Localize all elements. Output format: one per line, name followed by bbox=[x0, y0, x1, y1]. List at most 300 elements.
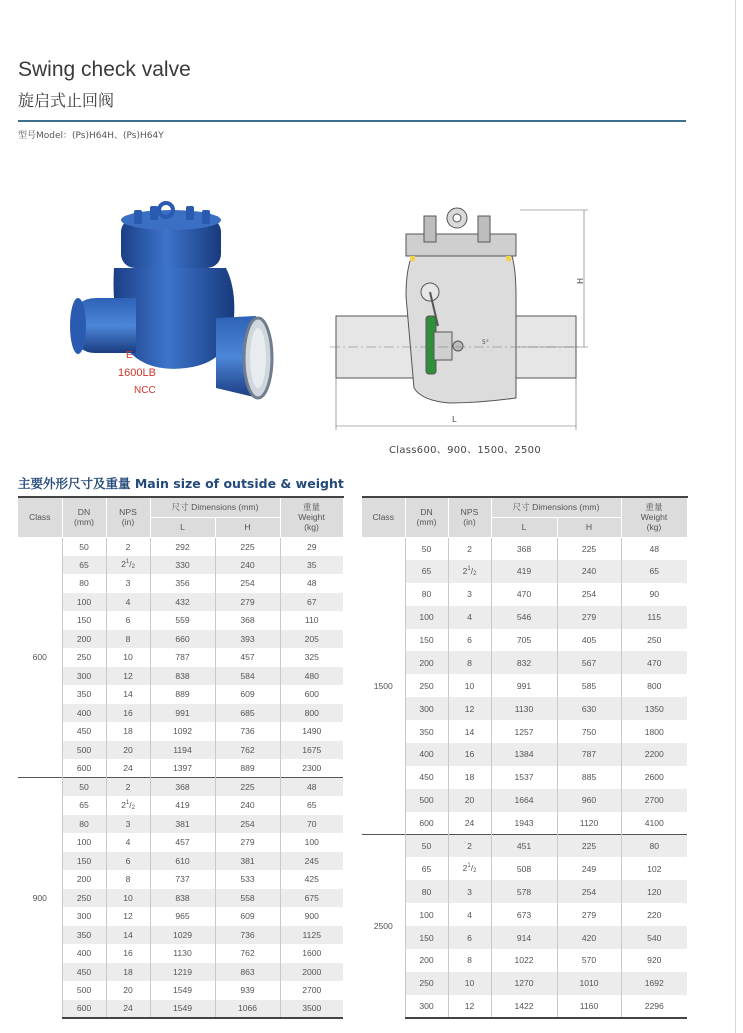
weight-cell: 600 bbox=[280, 685, 343, 704]
table-row bbox=[362, 926, 687, 949]
nps-cell: 12 bbox=[106, 907, 150, 926]
length-cell: 610 bbox=[150, 852, 215, 871]
length-cell: 356 bbox=[150, 574, 215, 593]
length-cell: 1943 bbox=[491, 812, 557, 835]
angle-label: 5° bbox=[482, 339, 489, 346]
weight-cell: 2296 bbox=[621, 995, 687, 1018]
table-row bbox=[362, 537, 687, 560]
dn-cell: 300 bbox=[405, 697, 448, 720]
dn-cell: 100 bbox=[62, 833, 106, 852]
table-row bbox=[18, 907, 343, 926]
length-cell: 737 bbox=[150, 870, 215, 889]
nps-cell: 3 bbox=[106, 574, 150, 593]
dimension-label-h: H bbox=[576, 277, 585, 284]
table-row bbox=[362, 812, 687, 835]
height-cell: 736 bbox=[215, 926, 280, 945]
nps-cell: 14 bbox=[106, 926, 150, 945]
length-cell: 673 bbox=[491, 903, 557, 926]
dn-cell: 500 bbox=[62, 741, 106, 760]
height-cell: 609 bbox=[215, 685, 280, 704]
dn-cell: 65 bbox=[62, 556, 106, 575]
height-cell: 570 bbox=[557, 949, 621, 972]
dn-cell: 50 bbox=[405, 537, 448, 560]
header-h: H bbox=[557, 517, 621, 537]
dn-cell: 600 bbox=[405, 812, 448, 835]
length-cell: 1257 bbox=[491, 720, 557, 743]
weight-cell: 675 bbox=[280, 889, 343, 908]
table-row bbox=[362, 835, 687, 858]
dn-cell: 80 bbox=[405, 880, 448, 903]
length-cell: 368 bbox=[491, 537, 557, 560]
table-row bbox=[18, 1000, 343, 1019]
nps-cell: 18 bbox=[448, 766, 491, 789]
header-dn-label: DN bbox=[420, 507, 433, 518]
nps-cell: 14 bbox=[448, 720, 491, 743]
dn-cell: 250 bbox=[405, 972, 448, 995]
table-row bbox=[18, 796, 343, 815]
page-title: Swing check valve bbox=[18, 58, 191, 81]
table-row bbox=[362, 949, 687, 972]
nps-cell: 24 bbox=[106, 759, 150, 778]
dn-cell: 600 bbox=[62, 759, 106, 778]
header-l: L bbox=[491, 517, 557, 537]
dn-cell: 80 bbox=[62, 574, 106, 593]
weight-cell: 1490 bbox=[280, 722, 343, 741]
dn-cell: 450 bbox=[62, 963, 106, 982]
nps-cell: 24 bbox=[448, 812, 491, 835]
length-cell: 419 bbox=[491, 560, 557, 583]
length-cell: 330 bbox=[150, 556, 215, 575]
length-cell: 787 bbox=[150, 648, 215, 667]
header-nps bbox=[106, 497, 150, 537]
weight-cell: 3500 bbox=[280, 1000, 343, 1019]
length-cell: 578 bbox=[491, 880, 557, 903]
photo-marking-2: 1600LB bbox=[118, 367, 156, 379]
weight-cell: 900 bbox=[280, 907, 343, 926]
height-cell: 240 bbox=[215, 796, 280, 815]
dn-cell: 65 bbox=[62, 796, 106, 815]
height-cell: 750 bbox=[557, 720, 621, 743]
dn-cell: 150 bbox=[405, 926, 448, 949]
height-cell: 609 bbox=[215, 907, 280, 926]
height-cell: 225 bbox=[557, 835, 621, 858]
header-dimensions: 尺寸 Dimensions (mm) bbox=[491, 497, 621, 517]
length-cell: 1029 bbox=[150, 926, 215, 945]
valve-section-drawing bbox=[330, 198, 600, 433]
weight-cell: 1350 bbox=[621, 697, 687, 720]
weight-cell: 1675 bbox=[280, 741, 343, 760]
dn-cell: 250 bbox=[62, 889, 106, 908]
dn-cell: 300 bbox=[405, 995, 448, 1018]
length-cell: 660 bbox=[150, 630, 215, 649]
height-cell: 939 bbox=[215, 981, 280, 1000]
table-row bbox=[362, 766, 687, 789]
table-row bbox=[362, 880, 687, 903]
table-row bbox=[362, 651, 687, 674]
header-dn-label: DN bbox=[77, 507, 91, 518]
dn-cell: 150 bbox=[62, 852, 106, 871]
height-cell: 393 bbox=[215, 630, 280, 649]
weight-cell: 2600 bbox=[621, 766, 687, 789]
table-row bbox=[18, 630, 343, 649]
weight-cell: 325 bbox=[280, 648, 343, 667]
nps-cell: $2^1/_2$ bbox=[448, 560, 491, 583]
nps-cell: 14 bbox=[106, 685, 150, 704]
height-cell: 249 bbox=[557, 857, 621, 880]
header-l: L bbox=[150, 517, 215, 537]
weight-cell: 2200 bbox=[621, 743, 687, 766]
nps-cell: 6 bbox=[106, 852, 150, 871]
dimension-label-l: L bbox=[452, 415, 457, 424]
nps-cell: 18 bbox=[106, 963, 150, 982]
height-cell: 585 bbox=[557, 674, 621, 697]
table-row bbox=[362, 674, 687, 697]
dn-cell: 400 bbox=[62, 944, 106, 963]
height-cell: 254 bbox=[215, 574, 280, 593]
dn-cell: 450 bbox=[62, 722, 106, 741]
header-weight-unit: (kg) bbox=[304, 522, 319, 533]
nps-cell: $2^1/_2$ bbox=[106, 796, 150, 815]
nps-cell: 3 bbox=[106, 815, 150, 834]
nps-cell: 2 bbox=[106, 537, 150, 556]
page-edge bbox=[735, 0, 743, 1033]
title-divider bbox=[18, 120, 686, 122]
height-cell: 863 bbox=[215, 963, 280, 982]
length-cell: 705 bbox=[491, 629, 557, 652]
height-cell: 420 bbox=[557, 926, 621, 949]
table-row bbox=[362, 857, 687, 880]
valve-photo bbox=[66, 198, 276, 418]
height-cell: 279 bbox=[557, 606, 621, 629]
height-cell: 533 bbox=[215, 870, 280, 889]
dn-cell: 250 bbox=[62, 648, 106, 667]
length-cell: 1092 bbox=[150, 722, 215, 741]
photo-marking-3: NCC bbox=[134, 385, 156, 396]
dn-cell: 350 bbox=[405, 720, 448, 743]
weight-cell: 800 bbox=[621, 674, 687, 697]
height-cell: 630 bbox=[557, 697, 621, 720]
height-cell: 457 bbox=[215, 648, 280, 667]
height-cell: 1160 bbox=[557, 995, 621, 1018]
dn-cell: 200 bbox=[405, 949, 448, 972]
dimensions-table-right bbox=[362, 496, 688, 1019]
weight-cell: 2300 bbox=[280, 759, 343, 778]
weight-cell: 1600 bbox=[280, 944, 343, 963]
header-nps-label: NPS bbox=[460, 507, 479, 518]
header-nps-unit: (in) bbox=[463, 517, 476, 528]
table-row bbox=[362, 697, 687, 720]
weight-cell: 1692 bbox=[621, 972, 687, 995]
header-weight-en: Weight bbox=[298, 512, 325, 523]
table-row bbox=[18, 833, 343, 852]
nps-cell: 8 bbox=[448, 949, 491, 972]
length-cell: 1397 bbox=[150, 759, 215, 778]
weight-cell: 65 bbox=[280, 796, 343, 815]
weight-cell: 90 bbox=[621, 583, 687, 606]
weight-cell: 800 bbox=[280, 704, 343, 723]
length-cell: 1022 bbox=[491, 949, 557, 972]
weight-cell: 250 bbox=[621, 629, 687, 652]
dn-cell: 200 bbox=[62, 870, 106, 889]
table-row bbox=[18, 889, 343, 908]
header-class: Class bbox=[362, 497, 405, 537]
height-cell: 1010 bbox=[557, 972, 621, 995]
height-cell: 279 bbox=[215, 593, 280, 612]
nps-cell: 8 bbox=[106, 630, 150, 649]
length-cell: 838 bbox=[150, 889, 215, 908]
length-cell: 1549 bbox=[150, 1000, 215, 1019]
table-row bbox=[18, 926, 343, 945]
height-cell: 240 bbox=[215, 556, 280, 575]
length-cell: 1549 bbox=[150, 981, 215, 1000]
dn-cell: 400 bbox=[62, 704, 106, 723]
dn-cell: 400 bbox=[405, 743, 448, 766]
weight-cell: 245 bbox=[280, 852, 343, 871]
length-cell: 470 bbox=[491, 583, 557, 606]
height-cell: 254 bbox=[557, 880, 621, 903]
length-cell: 292 bbox=[150, 537, 215, 556]
weight-cell: 48 bbox=[280, 574, 343, 593]
length-cell: 1384 bbox=[491, 743, 557, 766]
length-cell: 1270 bbox=[491, 972, 557, 995]
photo-marking-1: E bbox=[126, 350, 133, 361]
table-row bbox=[18, 852, 343, 871]
header-weight bbox=[621, 497, 687, 537]
nps-cell: 2 bbox=[106, 778, 150, 797]
table-row bbox=[362, 789, 687, 812]
nps-cell: 8 bbox=[106, 870, 150, 889]
header-h: H bbox=[215, 517, 280, 537]
height-cell: 584 bbox=[215, 667, 280, 686]
dn-cell: 100 bbox=[405, 903, 448, 926]
height-cell: 558 bbox=[215, 889, 280, 908]
table-row bbox=[362, 743, 687, 766]
header-weight-unit: (kg) bbox=[646, 522, 662, 533]
table-row bbox=[18, 778, 343, 797]
nps-cell: 16 bbox=[448, 743, 491, 766]
height-cell: 1120 bbox=[557, 812, 621, 835]
nps-cell: 10 bbox=[448, 972, 491, 995]
header-weight-cn: 重量 bbox=[645, 502, 663, 513]
height-cell: 368 bbox=[215, 611, 280, 630]
nps-cell: 10 bbox=[106, 889, 150, 908]
weight-cell: 102 bbox=[621, 857, 687, 880]
header-nps-label: NPS bbox=[119, 507, 137, 518]
dn-cell: 50 bbox=[405, 835, 448, 858]
table-row bbox=[362, 972, 687, 995]
nps-cell: 20 bbox=[106, 741, 150, 760]
weight-cell: 540 bbox=[621, 926, 687, 949]
header-class: Class bbox=[18, 497, 62, 537]
length-cell: 991 bbox=[491, 674, 557, 697]
weight-cell: 2700 bbox=[280, 981, 343, 1000]
table-row bbox=[362, 560, 687, 583]
dn-cell: 350 bbox=[62, 685, 106, 704]
class-cell: 900 bbox=[18, 778, 62, 1019]
dn-cell: 65 bbox=[405, 857, 448, 880]
weight-cell: 100 bbox=[280, 833, 343, 852]
length-cell: 432 bbox=[150, 593, 215, 612]
nps-cell: 2 bbox=[448, 835, 491, 858]
table-row bbox=[18, 815, 343, 834]
weight-cell: 1800 bbox=[621, 720, 687, 743]
nps-cell: 6 bbox=[448, 629, 491, 652]
table-row bbox=[18, 963, 343, 982]
length-cell: 1664 bbox=[491, 789, 557, 812]
nps-cell: $2^1/_2$ bbox=[106, 556, 150, 575]
dn-cell: 100 bbox=[405, 606, 448, 629]
nps-cell: 12 bbox=[448, 697, 491, 720]
weight-cell: 1125 bbox=[280, 926, 343, 945]
header-dn bbox=[62, 497, 106, 537]
header-dn-unit: (mm) bbox=[73, 517, 95, 528]
weight-cell: 220 bbox=[621, 903, 687, 926]
dn-cell: 500 bbox=[62, 981, 106, 1000]
weight-cell: 470 bbox=[621, 651, 687, 674]
table-row bbox=[18, 593, 343, 612]
nps-cell: 20 bbox=[448, 789, 491, 812]
height-cell: 889 bbox=[215, 759, 280, 778]
dn-cell: 65 bbox=[405, 560, 448, 583]
nps-cell: 4 bbox=[106, 593, 150, 612]
length-cell: 1130 bbox=[150, 944, 215, 963]
table-row bbox=[18, 704, 343, 723]
length-cell: 1422 bbox=[491, 995, 557, 1018]
weight-cell: 425 bbox=[280, 870, 343, 889]
height-cell: 1066 bbox=[215, 1000, 280, 1019]
model-line: 型号Model：(Ps)H64H、(Ps)H64Y bbox=[18, 131, 164, 141]
length-cell: 1130 bbox=[491, 697, 557, 720]
table-row bbox=[18, 944, 343, 963]
length-cell: 914 bbox=[491, 926, 557, 949]
header-weight bbox=[280, 497, 343, 537]
weight-cell: 4100 bbox=[621, 812, 687, 835]
length-cell: 1194 bbox=[150, 741, 215, 760]
nps-cell: 6 bbox=[106, 611, 150, 630]
table-row bbox=[18, 741, 343, 760]
header-nps bbox=[448, 497, 491, 537]
header-dn-unit: (mm) bbox=[416, 517, 437, 528]
weight-cell: 480 bbox=[280, 667, 343, 686]
dn-cell: 50 bbox=[62, 778, 106, 797]
height-cell: 381 bbox=[215, 852, 280, 871]
nps-cell: $2^1/_2$ bbox=[448, 857, 491, 880]
class-cell: 2500 bbox=[362, 835, 405, 1018]
header-nps-unit: (in) bbox=[121, 517, 135, 528]
nps-cell: 4 bbox=[106, 833, 150, 852]
section-title: 主要外形尺寸及重量 Main size of outside & weight bbox=[18, 476, 344, 491]
nps-cell: 2 bbox=[448, 537, 491, 560]
table-row bbox=[18, 537, 343, 556]
weight-cell: 115 bbox=[621, 606, 687, 629]
height-cell: 279 bbox=[215, 833, 280, 852]
height-cell: 254 bbox=[215, 815, 280, 834]
length-cell: 559 bbox=[150, 611, 215, 630]
dn-cell: 250 bbox=[405, 674, 448, 697]
header-weight-en: Weight bbox=[640, 512, 668, 523]
seal-marker-right bbox=[506, 256, 511, 261]
length-cell: 381 bbox=[150, 815, 215, 834]
height-cell: 762 bbox=[215, 741, 280, 760]
dn-cell: 450 bbox=[405, 766, 448, 789]
height-cell: 279 bbox=[557, 903, 621, 926]
length-cell: 508 bbox=[491, 857, 557, 880]
height-cell: 225 bbox=[215, 537, 280, 556]
nps-cell: 16 bbox=[106, 944, 150, 963]
weight-cell: 65 bbox=[621, 560, 687, 583]
nps-cell: 24 bbox=[106, 1000, 150, 1019]
drawing-caption: Class600、900、1500、2500 bbox=[389, 445, 541, 456]
weight-cell: 80 bbox=[621, 835, 687, 858]
table-row bbox=[18, 574, 343, 593]
nps-cell: 18 bbox=[106, 722, 150, 741]
dn-cell: 350 bbox=[62, 926, 106, 945]
table-row bbox=[362, 903, 687, 926]
weight-cell: 29 bbox=[280, 537, 343, 556]
length-cell: 991 bbox=[150, 704, 215, 723]
length-cell: 965 bbox=[150, 907, 215, 926]
page-title-chinese: 旋启式止回阀 bbox=[18, 91, 115, 110]
dimensions-table-left bbox=[18, 496, 344, 1019]
dn-cell: 150 bbox=[405, 629, 448, 652]
length-cell: 1219 bbox=[150, 963, 215, 982]
weight-cell: 67 bbox=[280, 593, 343, 612]
nps-cell: 3 bbox=[448, 880, 491, 903]
nps-cell: 8 bbox=[448, 651, 491, 674]
weight-cell: 70 bbox=[280, 815, 343, 834]
length-cell: 451 bbox=[491, 835, 557, 858]
weight-cell: 920 bbox=[621, 949, 687, 972]
height-cell: 960 bbox=[557, 789, 621, 812]
nps-cell: 20 bbox=[106, 981, 150, 1000]
length-cell: 1537 bbox=[491, 766, 557, 789]
dn-cell: 50 bbox=[62, 537, 106, 556]
nps-cell: 10 bbox=[106, 648, 150, 667]
weight-cell: 2000 bbox=[280, 963, 343, 982]
header-dn bbox=[405, 497, 448, 537]
table-row bbox=[18, 648, 343, 667]
dn-cell: 80 bbox=[405, 583, 448, 606]
weight-cell: 48 bbox=[280, 778, 343, 797]
dn-cell: 300 bbox=[62, 907, 106, 926]
weight-cell: 205 bbox=[280, 630, 343, 649]
dn-cell: 200 bbox=[405, 651, 448, 674]
length-cell: 838 bbox=[150, 667, 215, 686]
height-cell: 405 bbox=[557, 629, 621, 652]
dn-cell: 300 bbox=[62, 667, 106, 686]
height-cell: 225 bbox=[215, 778, 280, 797]
table-row bbox=[18, 611, 343, 630]
height-cell: 762 bbox=[215, 944, 280, 963]
height-cell: 685 bbox=[215, 704, 280, 723]
class-cell: 1500 bbox=[362, 537, 405, 835]
dn-cell: 600 bbox=[62, 1000, 106, 1019]
table-row bbox=[18, 981, 343, 1000]
nps-cell: 4 bbox=[448, 903, 491, 926]
weight-cell: 120 bbox=[621, 880, 687, 903]
weight-cell: 35 bbox=[280, 556, 343, 575]
height-cell: 736 bbox=[215, 722, 280, 741]
table-row bbox=[362, 606, 687, 629]
dn-cell: 100 bbox=[62, 593, 106, 612]
table-row bbox=[362, 995, 687, 1018]
table-row bbox=[18, 556, 343, 575]
height-cell: 885 bbox=[557, 766, 621, 789]
dn-cell: 200 bbox=[62, 630, 106, 649]
header-dimensions: 尺寸 Dimensions (mm) bbox=[150, 497, 280, 517]
weight-cell: 2700 bbox=[621, 789, 687, 812]
table-row bbox=[362, 583, 687, 606]
